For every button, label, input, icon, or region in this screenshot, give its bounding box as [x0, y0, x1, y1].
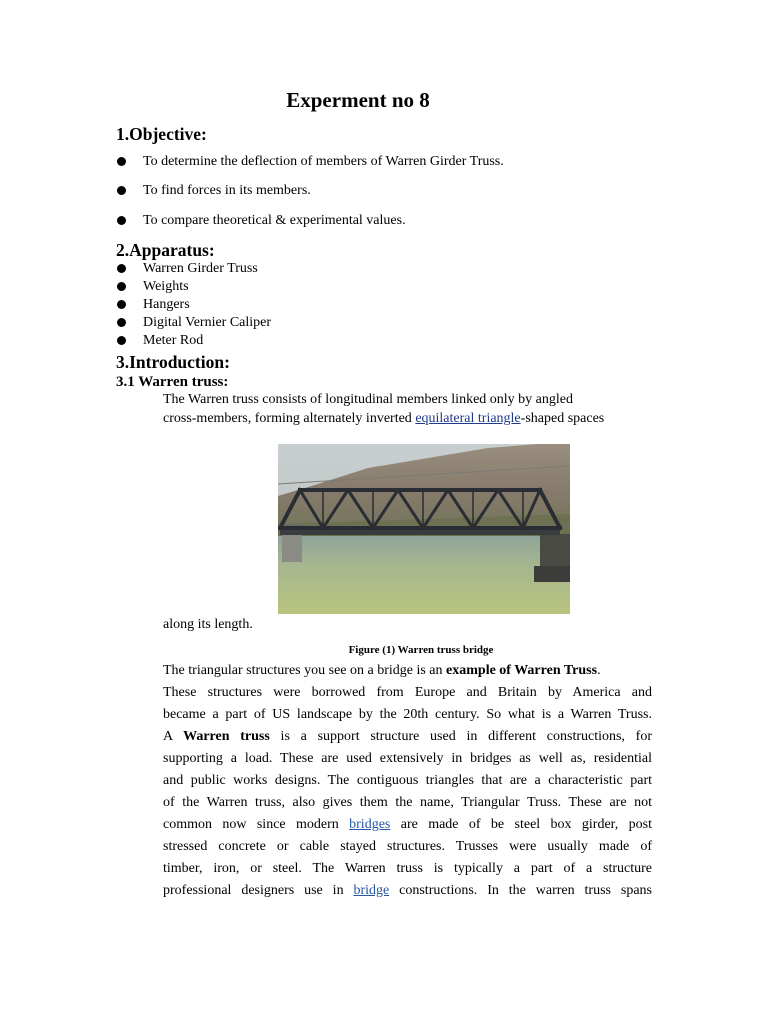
paragraph-line: stressed concrete or cable stayed structures. Trusses were usually made of: [163, 839, 652, 854]
bullet-icon: [117, 318, 126, 327]
paragraph-text: is a support structure used in different constructions, for: [269, 729, 653, 744]
warren-truss-subheading: 3.1 Warren truss:: [116, 374, 229, 390]
body-paragraph: [163, 660, 652, 902]
apparatus-item: Weights: [143, 279, 189, 294]
intro-text: -shaped spaces: [520, 411, 605, 426]
bullet-icon: [117, 157, 126, 166]
paragraph-line: of the Warren truss, also gives them the name, Triangular Truss. These are not: [163, 795, 652, 810]
paragraph-text: common now since modern: [163, 817, 350, 832]
bullet-icon: [117, 264, 126, 273]
objective-item: To find forces in its members.: [143, 183, 311, 198]
paragraph-line: timber, iron, or steel. The Warren truss is typically a part of a structure: [163, 861, 652, 876]
paragraph-line: [163, 660, 652, 682]
paragraph-line: [163, 814, 652, 836]
paragraph-bold: example of Warren Truss: [446, 663, 598, 678]
apparatus-item: Digital Vernier Caliper: [143, 315, 272, 330]
paragraph-line: [163, 880, 652, 902]
bullet-icon: [117, 186, 126, 195]
objective-heading: 1.Objective:: [116, 124, 207, 144]
paragraph-text: The triangular structures you see on a bridge is an: [163, 663, 447, 678]
bridge-link[interactable]: bridge: [353, 883, 390, 898]
paragraph-text: A: [163, 729, 184, 744]
apparatus-item: Warren Girder Truss: [143, 261, 258, 276]
introduction-heading: 3.Introduction:: [116, 352, 230, 372]
apparatus-heading: 2.Apparatus:: [116, 240, 215, 260]
intro-text: cross-members, forming alternately inverted: [163, 411, 416, 426]
apparatus-item: Hangers: [143, 297, 190, 312]
paragraph-text: .: [597, 663, 601, 678]
bullet-icon: [117, 282, 126, 291]
objective-item: To determine the deflection of members of Warren Girder Truss.: [143, 154, 504, 169]
paragraph-line: and public works designs. The contiguous triangles that are a characteristic part: [163, 773, 652, 788]
paragraph-text: are made of be steel box girder, post: [390, 817, 652, 832]
intro-line: The Warren truss consists of longitudinal members linked only by angled: [163, 392, 573, 407]
bullet-icon: [117, 216, 126, 225]
paragraph-line: supporting a load. These are used extensively in bridges as well as, residential: [163, 751, 652, 766]
paragraph-line: These structures were borrowed from Europe and Britain by America and: [163, 685, 652, 700]
paragraph-bold: Warren truss: [183, 729, 270, 744]
bullet-icon: [117, 300, 126, 309]
objective-item: To compare theoretical & experimental values.: [143, 213, 406, 228]
paragraph-text: constructions. In the warren truss spans: [389, 883, 652, 898]
bullet-icon: [117, 336, 126, 345]
paragraph-line: [163, 726, 652, 748]
bridges-link[interactable]: bridges: [349, 817, 391, 832]
page-title: Experment no 8: [286, 88, 430, 112]
paragraph-text: professional designers use in: [163, 883, 354, 898]
apparatus-item: Meter Rod: [143, 333, 204, 348]
warren-truss-bridge-photo: [278, 444, 570, 614]
after-figure-text: along its length.: [163, 617, 253, 632]
intro-line: [163, 411, 604, 427]
figure-caption: Figure (1) Warren truss bridge: [348, 644, 494, 656]
equilateral-triangle-link[interactable]: equilateral triangle: [415, 411, 521, 426]
paragraph-line: became a part of US landscape by the 20th century. So what is a Warren Truss.: [163, 707, 652, 722]
